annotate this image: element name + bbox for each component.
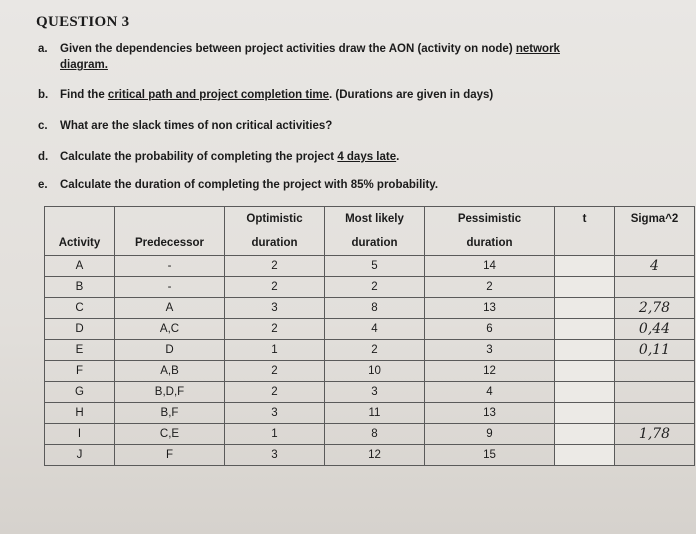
question-a-text: Given the dependencies between project activities draw the AON (activity on node) [60, 43, 516, 55]
question-a-underlined: network [515, 43, 560, 55]
cell-pessimistic: 6 [425, 319, 555, 340]
header-likely: Most likely [325, 207, 425, 232]
cell-pessimistic: 12 [425, 361, 555, 382]
cell-t [555, 445, 615, 466]
question-d [38, 150, 399, 165]
question-a [38, 42, 560, 57]
table-row [45, 319, 695, 340]
table-row [45, 256, 695, 277]
table-row [45, 361, 695, 382]
question-b-label: b. [38, 89, 49, 101]
table-row [45, 403, 695, 424]
header-pessimistic-duration: duration [425, 231, 555, 256]
cell-t [555, 277, 615, 298]
cell-activity: B [45, 277, 115, 298]
cell-t [555, 382, 615, 403]
cell-t [555, 319, 615, 340]
cell-sigma [615, 445, 695, 466]
cell-sigma: 2,78 [615, 298, 695, 319]
table-row [45, 382, 695, 403]
cell-activity: F [45, 361, 115, 382]
header-row-bottom [45, 231, 695, 256]
cell-sigma [615, 403, 695, 424]
cell-likely: 2 [325, 277, 425, 298]
cell-predecessor: A [115, 298, 225, 319]
header-predecessor: Predecessor [115, 231, 225, 256]
cell-pessimistic: 13 [425, 403, 555, 424]
table-row [45, 424, 695, 445]
cell-optimistic: 3 [225, 298, 325, 319]
cell-optimistic: 2 [225, 382, 325, 403]
cell-pessimistic: 3 [425, 340, 555, 361]
cell-likely: 8 [325, 424, 425, 445]
header-t-spacer [555, 231, 615, 256]
question-a-label: a. [38, 43, 48, 55]
header-t: t [555, 207, 615, 232]
cell-activity: I [45, 424, 115, 445]
table-row [45, 277, 695, 298]
question-c-label: c. [38, 120, 48, 132]
header-sigma: Sigma^2 [615, 207, 695, 232]
cell-predecessor: B,D,F [115, 382, 225, 403]
cell-optimistic: 1 [225, 424, 325, 445]
question-d-text-end: . [396, 151, 400, 163]
cell-optimistic: 1 [225, 340, 325, 361]
question-e-text: Calculate the duration of completing the project with 85% probability. [60, 179, 439, 191]
cell-likely: 11 [325, 403, 425, 424]
activity-table [44, 206, 695, 466]
cell-sigma: 1,78 [615, 424, 695, 445]
question-d-text: Calculate the probability of completing the project [60, 151, 338, 163]
cell-activity: J [45, 445, 115, 466]
cell-likely: 4 [325, 319, 425, 340]
cell-likely: 3 [325, 382, 425, 403]
cell-sigma: 0,11 [615, 340, 695, 361]
question-e-label: e. [38, 179, 48, 191]
cell-likely: 2 [325, 340, 425, 361]
header-activity: Activity [45, 231, 115, 256]
cell-t [555, 403, 615, 424]
header-predecessor-spacer [115, 207, 225, 232]
question-title: QUESTION 3 [36, 14, 130, 30]
cell-sigma: 0,44 [615, 319, 695, 340]
cell-predecessor: D [115, 340, 225, 361]
cell-likely: 12 [325, 445, 425, 466]
cell-predecessor: - [115, 256, 225, 277]
cell-optimistic: 3 [225, 445, 325, 466]
cell-t [555, 361, 615, 382]
cell-pessimistic: 2 [425, 277, 555, 298]
cell-pessimistic: 13 [425, 298, 555, 319]
cell-pessimistic: 15 [425, 445, 555, 466]
question-b-underlined: critical path and project completion time [107, 89, 330, 101]
cell-activity: E [45, 340, 115, 361]
cell-predecessor: F [115, 445, 225, 466]
header-pessimistic: Pessimistic [425, 207, 555, 232]
cell-optimistic: 2 [225, 277, 325, 298]
cell-activity: A [45, 256, 115, 277]
header-likely-duration: duration [325, 231, 425, 256]
header-sigma-spacer [615, 231, 695, 256]
cell-pessimistic: 9 [425, 424, 555, 445]
cell-activity: C [45, 298, 115, 319]
cell-likely: 5 [325, 256, 425, 277]
cell-t [555, 298, 615, 319]
cell-predecessor: - [115, 277, 225, 298]
cell-sigma [615, 382, 695, 403]
cell-likely: 10 [325, 361, 425, 382]
cell-pessimistic: 4 [425, 382, 555, 403]
question-c-text: What are the slack times of non critical activities? [60, 120, 333, 132]
cell-activity: H [45, 403, 115, 424]
question-d-underlined: 4 days late [337, 151, 397, 163]
cell-optimistic: 2 [225, 319, 325, 340]
cell-t [555, 424, 615, 445]
cell-likely: 8 [325, 298, 425, 319]
question-c [38, 119, 332, 134]
cell-predecessor: C,E [115, 424, 225, 445]
header-optimistic-duration: duration [225, 231, 325, 256]
activity-table-body [45, 256, 695, 466]
cell-t [555, 256, 615, 277]
cell-optimistic: 3 [225, 403, 325, 424]
question-b [38, 88, 493, 103]
cell-sigma: 4 [615, 256, 695, 277]
header-optimistic: Optimistic [225, 207, 325, 232]
table-row [45, 340, 695, 361]
question-e [38, 178, 438, 193]
cell-sigma [615, 361, 695, 382]
cell-activity: D [45, 319, 115, 340]
table-row [45, 298, 695, 319]
cell-pessimistic: 14 [425, 256, 555, 277]
cell-sigma [615, 277, 695, 298]
header-row-top [45, 207, 695, 232]
table-row [45, 445, 695, 466]
cell-predecessor: A,B [115, 361, 225, 382]
question-b-text: Find the [60, 89, 108, 101]
question-d-label: d. [38, 151, 49, 163]
cell-optimistic: 2 [225, 361, 325, 382]
cell-optimistic: 2 [225, 256, 325, 277]
cell-predecessor: B,F [115, 403, 225, 424]
question-a-line2: diagram. [60, 59, 108, 71]
cell-activity: G [45, 382, 115, 403]
cell-t [555, 340, 615, 361]
question-b-text-end: . (Durations are given in days) [329, 89, 494, 101]
header-activity-spacer [45, 207, 115, 232]
cell-predecessor: A,C [115, 319, 225, 340]
